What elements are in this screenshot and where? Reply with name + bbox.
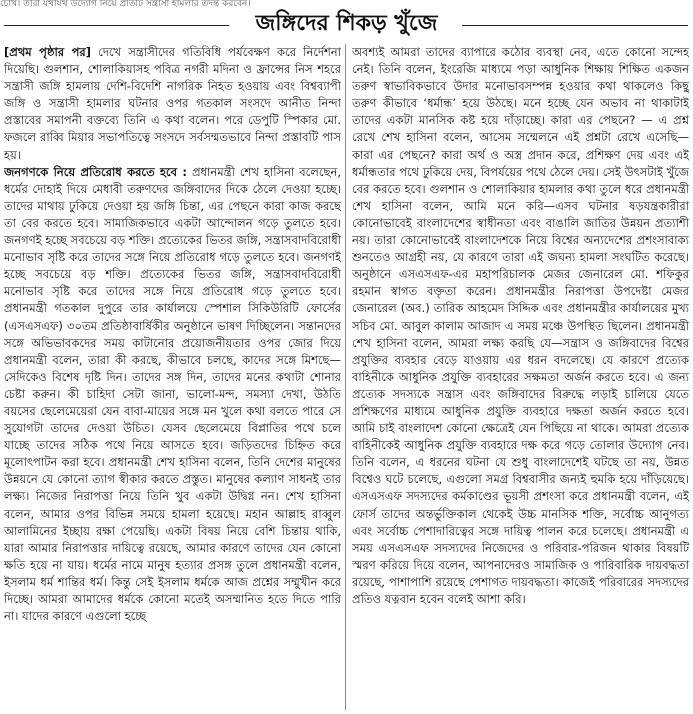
left-paragraph-2-text: প্রধানমন্ত্রী শেখ হাসিনা বলেছেন, ধর্মের দোহাই দিয়ে মেধাবী তরুণদের জঙ্গিবাদের দিকে ঠেলে দেওয়া হচ্ছে। তাদের মাথায় ঢুকিয়ে দেওয়া হয় জঙ্গি চিন্তা, এর পেছনে কারা কাজ করছে তা বের করতে হবে। সামাজিকভাবে একটা আন্দোলন গড়ে তুলতে হবে। জনগণই হচ্ছে সবচেয়ে বড় শক্তি। প্রত্যেকের ভিতর জঙ্গি, সন্ত্রাসবাদবিরোধী মনোভাব সৃষ্টি করে তাদের সঙ্গে নিয়ে প্রতিরোধ গড়ে তুলতে হবে। জনগণই হচ্ছে সবচেয়ে বড় শক্তি। প্রত্যেকের ভিতর জঙ্গি, সন্ত্রাসবাদবিরোধী মনোভাব সৃষ্টি করে তাদের সঙ্গে নিয়ে প্রতিরোধ গড়ে তুলতে হবে। প্রধানমন্ত্রী গতকাল দুপুরে তার কার্যালয়ে স্পেশাল সিকিউরিটি ফোর্সের (এসএসএফ) ৩০তম প্রতিষ্ঠাবার্ষিকীর অনুষ্ঠানে ভাষণ দিচ্ছিলেন। সন্তানদের সঙ্গে অভিভাবকদের সময় কাটানোর প্রয়োজনীয়তার ওপর জোর দিয়ে প্রধানমন্ত্রী বলেন, তারা কী করছে, কীভাবে চলছে, কাদের সঙ্গে মিশছে—সেদিকেও বিশেষ দৃষ্টি দিন। তাদের সঙ্গ দিন, তাদের মনের কথাটা শোনার চেষ্টা করুন। কী চাহিদা সেটা জানা, ভালো-মন্দ, সমস্যা দেখা, উঠতি বয়সের ছেলেমেয়েরা যেন বাবা-মায়ের সঙ্গে মন খুলে কথা বলতে পারে সে সুযোগটা তাদের দেওয়া উচিত। যেসব ছেলেমেয়ে বিপ্লাতির পথে চলে যাচ্ছে তাদের সঠিক পথে নিয়ে আসতে হবে। জড়িতদের চিহ্নিত করে মূলোৎপাটন করা হবে। প্রধানমন্ত্রী শেখ হাসিনা বলেন, তিনি দেশের মানুষের উন্নয়নে যে কোনো ত্যাগ স্বীকার করতে প্রস্তুত। মানুষের কল্যাণ সাধনই তার লক্ষ্য। নিজের নিরাপত্তা নিয়ে তিনি খুব একটা উদ্বিগ্ন নন। শেখ হাসিনা বলেন, আমার ওপর বিভিন্ন সময়ে হামলা হয়েছে। মহান আল্লাহ রাব্বুল আলামিনের ইচ্ছায় রক্ষা পেয়েছি। একটা বিষয় নিয়ে বেশি চিন্তায় থাকি, যারা আমার নিরাপত্তার দায়িত্বে রয়েছে, আমার কারণে তাদের যেন কোনো ক্ষতি হয়ে না যায়। ধর্মের নামে মানুষ হত্যার প্রসঙ্গ তুলে প্রধানমন্ত্রী বলেন, ইসলাম ধর্ম শান্তির ধর্ম। কিন্তু সেই ইসলাম ধর্মকে আজ প্রশ্নের সম্মুখীন করে দিচ্ছে। আমরা আমাদের ধর্মকে কোনো মতেই অসম্মানিত হতে দিতে পারি না। যাদের কারণে এগুলো হচ্ছে: [4, 164, 341, 624]
previous-article-fragment: চোখ। তাঁরা যথাযথ উদ্যোগ নিয়ে প্রতিটি সন্ত্রাসী হামলার তদন্ত করবেন।: [0, 0, 251, 8]
article-column-left: [4, 44, 341, 712]
left-paragraph-1: [4, 44, 341, 164]
headline-bar: [0, 8, 693, 40]
article-column-right: [352, 44, 689, 712]
left-paragraph-1-text: দেখে সন্ত্রাসীদের গতিবিধি পর্যবেক্ষণ করে নির্দেশনা দিয়েছি। গুলশান, শোলাকিয়াসহ পবিত্র নগরী মদিনা ও ফ্রান্সের নিস শহরে সন্ত্রাসী জঙ্গি হামলায় দেশি-বিদেশি নাগরিক নিহত হওয়ায় এবং বিশ্বব্যাপী জঙ্গি ও সন্ত্রাসী হামলার ঘটনার ওপর গতকাল সংসদে আনীত নিন্দা প্রস্তাবের সমাপনী বক্তব্যে তিনি এ কথা বলেন। পরে ডেপুটি স্পিকার মো. ফজলে রাব্বি মিয়ার সভাপতিত্বে সংসদে সর্বসম্মতভাবে নিন্দা প্রস্তাবটি পাস হয়।: [4, 45, 341, 162]
right-paragraph-1: অবশ্যই আমরা তাদের ব্যাপারে কঠোর ব্যবস্থা নেব, এতে কোনো সন্দেহ নেই। তিনি বলেন, ইংরেজি মাধ্যমে পড়া আধুনিক শিক্ষায় শিক্ষিত একজন তরুণ স্বাভাবিকভাবে উদার মনোভাবসম্পন্ন হওয়ার কথা থাকলেও কিছু তরুণ কীভাবে ‘ধর্মান্ধ’ হয়ে উঠছে। মনে হচ্ছে যেন অভাব না থাকাটাই তাদের একটা মানসিক কষ্ট হয়ে দাঁড়াচ্ছে। কারা এর পেছনে? — এ প্রশ্ন রেখে শেখ হাসিনা বলেন, আসেম সম্মেলনে এই প্রশ্নটা রেখে এসেছি— কারা এর পেছনে? কারা অর্থ ও অস্ত্র প্রদান করে, প্রশিক্ষণ দেয় এবং এই ধর্মান্ধতার পথে ঢুকিয়ে দেয়, বিপর্যয়ের পথে ঠেলে দেয়। সেই উৎসটাই খুঁজে বের করতে হবে। গুলশান ও শোলাকিয়ার হামলার কথা তুলে ধরে প্রধানমন্ত্রী শেখ হাসিনা বলেন, আমি মনে করি—এসব ঘটনার ষড়যন্ত্রকারীরা কোনোভাবেই বাংলাদেশের স্বাধীনতা এবং বাঙালি জাতির উন্নয়ন প্রত্যাশী নয়। তারা কোনোভাবেই বাংলাদেশকে নিয়ে বিশ্বের অন্যদেশের প্রশংসাবাক্য শুনতেও আগ্রহী নয়, যে কারণে তারা এই জঘন্য হামলা সংঘটিত করেছে। অনুষ্ঠানে এসএসএফ-এর মহাপরিচালক মেজর জেনারেল মো. শফিকুর রহমান স্বাগত বক্তৃতা করেন। প্রধানমন্ত্রীর নিরাপত্তা উপদেষ্টা মেজর জেনারেল (অব.) তারিক আহমেদ সিদ্দিক এবং প্রধানমন্ত্রীর কার্যালয়ের মুখ্য সচিব মো. আবুল কালাম আজাদ এ সময় মঞ্চে উপস্থিত ছিলেন। প্রধানমন্ত্রী শেখ হাসিনা বলেন, আমরা লক্ষ্য করছি যে—সন্ত্রাস ও জঙ্গিবাদের বিশ্বের প্রযুক্তির ব্যবহার বেড়ে যাওয়ায় এর ধরন বদলেছে। যে কারণে প্রত্যেক বাহিনীকে আধুনিক প্রযুক্তি ব্যবহারের সক্ষমতা অর্জন করতে হবে। এ জন্য প্রত্যেক সদস্যকে সন্ত্রাস এবং জঙ্গিবাদের বিরুদ্ধে লড়াই চালিয়ে যেতে প্রশিক্ষণের মাধ্যমে আধুনিক প্রযুক্তি ব্যবহারে দক্ষতা অর্জন করতে হবে। আমি চাই বাংলাদেশ কোনো ক্ষেত্রেই যেন পিছিয়ে না থাকে। আমরা প্রত্যেক বাহিনীকেই আধুনিক প্রযুক্তি ব্যবহারে দক্ষ করে গড়ে তোলার উদ্যোগ নেব। তিনি বলেন, এ ধরনের ঘটনা যে শুধু বাংলাদেশেই ঘটছে তা নয়, উন্নত বিশ্বেও ঘটে চলেছে, এগুলো সমগ্র বিশ্ববাসীর জন্যই হুমকি হয়ে দাঁড়িয়েছে। এসএসএফ সদস্যদের কর্মকাণ্ডের ভূয়সী প্রশংসা করে প্রধানমন্ত্রী বলেন, এই ফোর্স তাদের অন্তর্ভুক্তিকাল থেকেই উচ্চ মানসিক শক্তি, সর্বোচ্চ আনুগত্য এবং সর্বোচ্চ পেশাদারিত্বের সঙ্গে দায়িত্ব পালন করে চলেছে। প্রধানমন্ত্রী এ সময় এসএসএফ সদস্যদের নিজেদের ও পরিবার-পরিজন থাকার বিষয়টি স্মরণ করিয়ে দিয়ে বলেন, আপনাদেরও সামাজিক ও পারিবারিক দায়বদ্ধতা রয়েছে, পাশাপাশি রয়েছে পেশাগত দায়বদ্ধতা। কাজেই পরিবারের সদস্যদের প্রতিও যত্নবান হবেন বলেই আশা করি।: [352, 45, 689, 606]
article-headline: জঙ্গিদের শিকড় খুঁজে: [255, 11, 438, 36]
headline-rule-right: [462, 25, 688, 26]
continued-from-label: [প্রথম পৃষ্ঠার পর]: [4, 45, 92, 59]
column-divider: [345, 44, 346, 710]
left-paragraph-2: [4, 164, 341, 626]
section-subhead: জনগণকে নিয়ে প্রতিরোধ করতে হবে :: [4, 164, 187, 179]
